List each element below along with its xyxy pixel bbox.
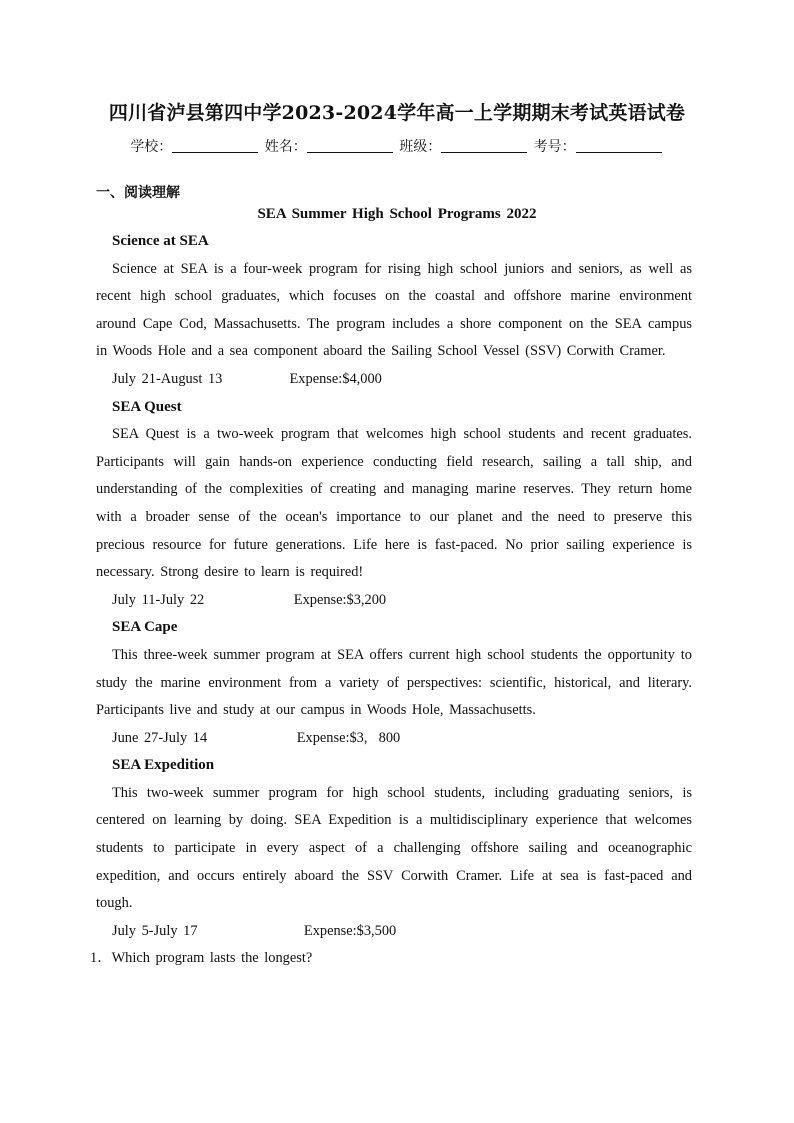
program-meta	[96, 587, 692, 615]
article-body	[90, 228, 692, 973]
class-label: 班级：	[399, 139, 442, 155]
question-number: 1．	[90, 950, 112, 967]
question-item	[90, 945, 692, 973]
program-dates: July 5-July 17	[112, 922, 198, 939]
program-dates: July 21-August 13	[112, 370, 223, 387]
program-meta	[96, 918, 692, 946]
name-label: 姓名：	[264, 139, 307, 155]
class-blank	[441, 138, 527, 153]
exam-title: 四川省泸县第四中学2023-2024学年高一上学期期末考试英语试卷	[108, 102, 686, 124]
program-description: This three-week summer program at SEA offers current high school students the opportunity to study the marine environment from a variety of perspectives: scientific, historical, and literary. Participants live and study at our campus in Woods Hole, Massachusetts.	[96, 646, 692, 719]
program-expense: Expense:$3,200	[293, 591, 387, 608]
article-title: SEA Summer High School Programs 2022	[257, 206, 537, 222]
program-heading: SEA Expedition	[112, 757, 215, 774]
program-heading: SEA Cape	[112, 619, 178, 636]
program-description: This two-week summer program for high school students, including graduating seniors, is centered on learning by doing. SEA Expedition is a multidisciplinary experience that welcomes students to participate in every aspect of a challenging offshore sailing and oceanographic expedition, and occurs entirely aboard the SSV Corwith Cramer. Life at sea is fast-paced and tough.	[96, 784, 692, 912]
number-blank	[576, 138, 662, 153]
section-heading: 一、阅读理解	[96, 185, 180, 201]
student-info-line	[0, 136, 794, 156]
school-blank	[172, 138, 258, 153]
program-expense: Expense:$3,500	[303, 922, 397, 939]
program-description: SEA Quest is a two-week program that welcomes high school students and recent graduates. Participants will gain hands-on experience conducting field research, sailing a tall ship, and understanding of the complexities of creating and managing marine reserves. They return home with a broader sense of the ocean's importance to our planet and the need to preserve this precious resource for future generations. Life here is fast-paced. No prior sailing experience is necessary. Strong desire to learn is required!	[96, 426, 692, 581]
program-heading: SEA Quest	[112, 398, 182, 415]
program-meta	[96, 725, 692, 753]
program-dates: July 11-July 22	[112, 591, 205, 608]
number-label: 考号：	[533, 139, 576, 155]
program-description: Science at SEA is a four-week program for rising high school juniors and seniors, as well as recent high school graduates, which focuses on the coastal and offshore marine environment around Cape Cod, Massachusetts. The program includes a shore component on the SEA campus in Woods Hole and a sea component aboard the Sailing School Vessel (SSV) Corwith Cramer.	[96, 260, 692, 360]
program-expense: Expense:$3, 800	[296, 729, 401, 746]
program-meta	[96, 366, 692, 394]
program-expense: Expense:$4,000	[289, 370, 382, 387]
name-blank	[307, 138, 393, 153]
program-dates: June 27-July 14	[112, 729, 208, 746]
program-heading: Science at SEA	[112, 233, 209, 249]
school-label: 学校：	[130, 139, 173, 155]
question-text: Which program lasts the longest?	[111, 950, 313, 967]
